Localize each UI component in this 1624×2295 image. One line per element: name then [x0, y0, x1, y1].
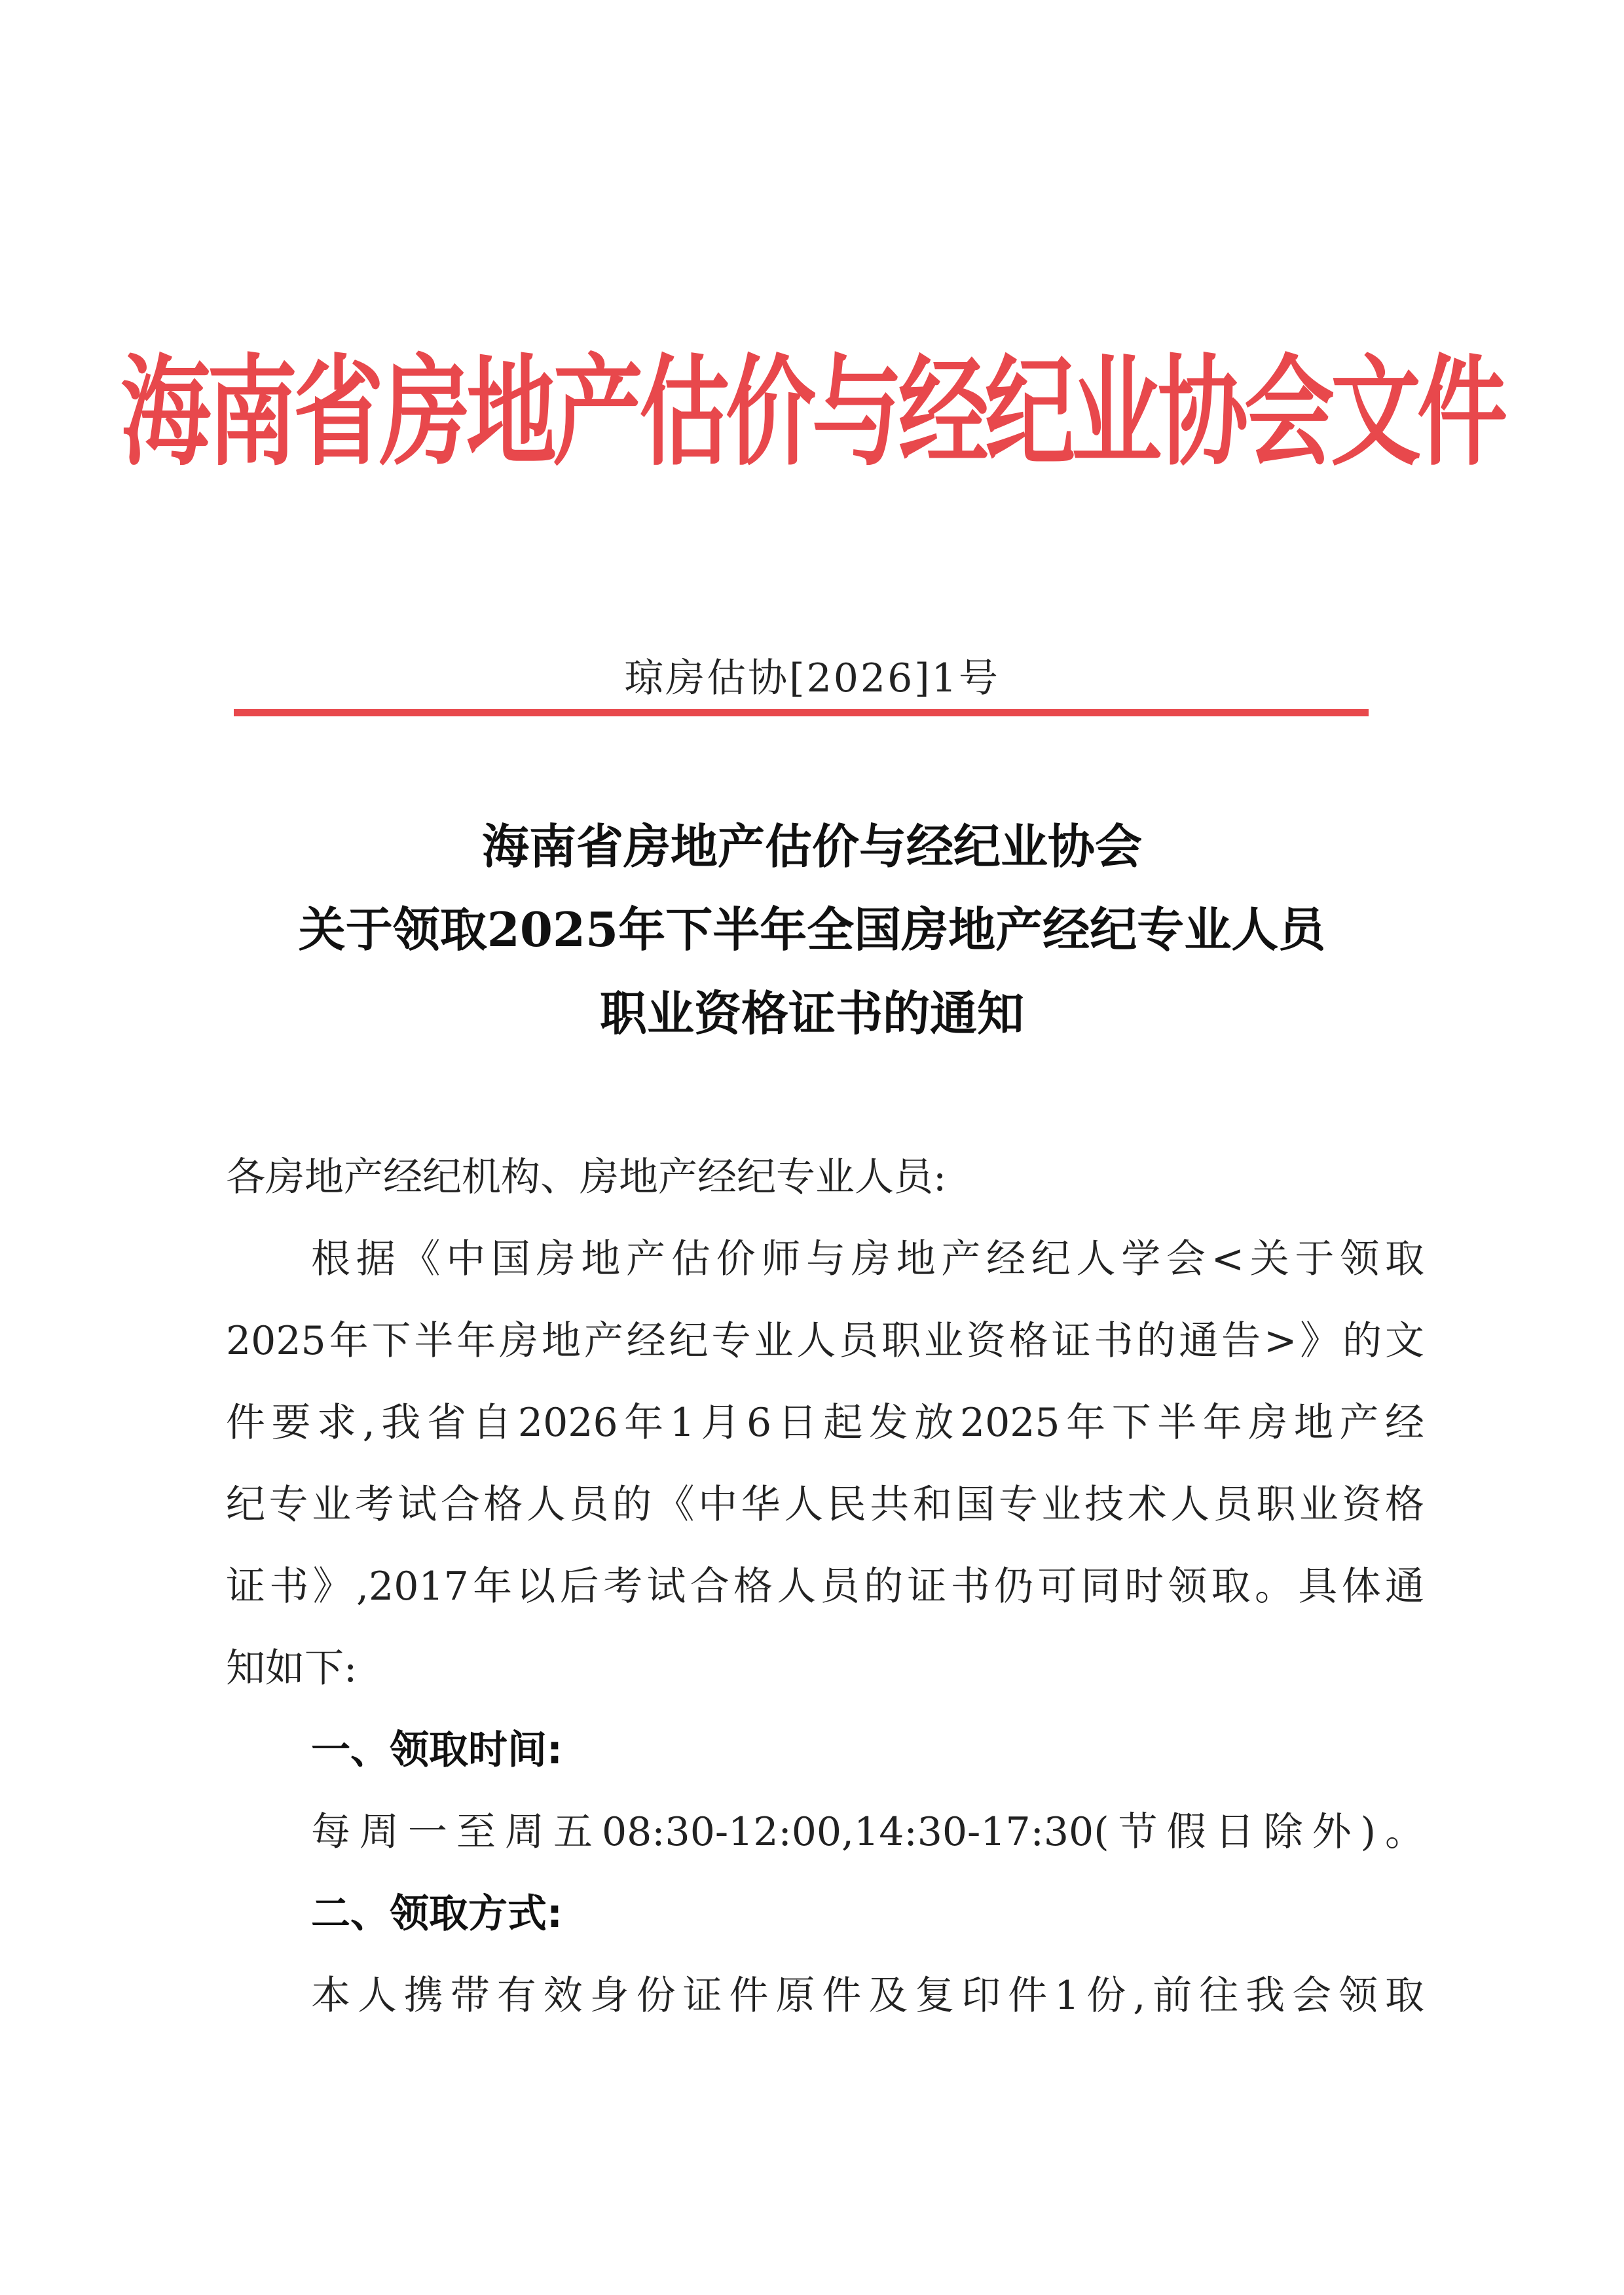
body-line-4: 纪专业考试合格人员的《中华人民共和国专业技术人员职业资格 — [226, 1482, 1424, 1528]
body-line-3: 件要求,我省自2026年1月6日起发放2025年下半年房地产经 — [226, 1400, 1424, 1446]
section-2-heading: 二、领取方式: — [311, 1891, 563, 1937]
body-line-2: 2025年下半年房地产经纪专业人员职业资格证书的通告>》的文 — [226, 1318, 1424, 1364]
masthead-title: 海南省房地产估价与经纪业协会文件 — [120, 342, 1504, 483]
document-number: 琼房估协[2026]1号 — [624, 655, 1000, 701]
body-line-6: 知如下: — [226, 1645, 358, 1691]
notice-title-line-2: 关于领取2025年下半年全国房地产经纪专业人员 — [298, 902, 1326, 957]
body-line-5: 证书》,2017年以后考试合格人员的证书仍可同时领取。具体通 — [226, 1564, 1424, 1609]
body-line-1: 根据《中国房地产估价师与房地产经纪人学会<关于领取 — [311, 1236, 1424, 1282]
red-divider-line — [234, 709, 1369, 716]
notice-title-line-1: 海南省房地产估价与经纪业协会 — [481, 818, 1142, 874]
section-1-heading: 一、领取时间: — [311, 1727, 563, 1773]
salutation: 各房地产经纪机构、房地产经纪专业人员: — [226, 1154, 947, 1200]
notice-title-line-3: 职业资格证书的通知 — [599, 985, 1024, 1041]
collection-time-text: 每周一至周五08:30-12:00,14:30-17:30(节假日除外)。 — [311, 1809, 1424, 1855]
collection-method-text: 本人携带有效身份证件原件及复印件1份,前往我会领取 — [311, 1973, 1424, 2019]
